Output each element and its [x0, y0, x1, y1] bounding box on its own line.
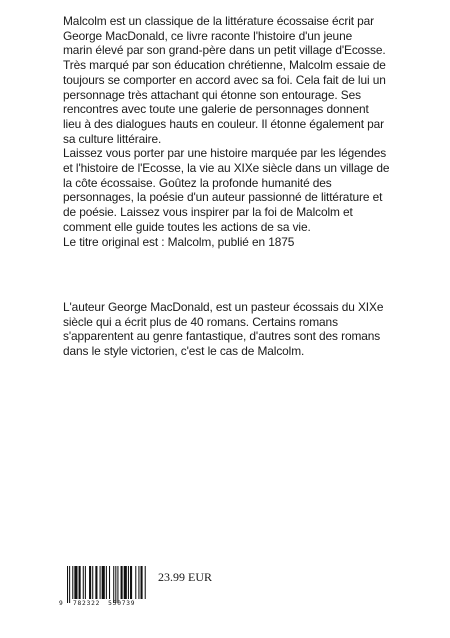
price-label: 23.99 EUR: [158, 570, 212, 584]
barcode-bar: [89, 566, 91, 599]
barcode-bar: [95, 566, 97, 599]
barcode-bar: [79, 566, 81, 599]
barcode-bar: [115, 566, 116, 603]
barcode-bar: [141, 566, 143, 599]
barcode-bar: [135, 566, 136, 599]
barcode-bar: [83, 566, 84, 599]
book-description: [63, 14, 397, 249]
barcode-bar: [102, 566, 105, 599]
barcode-bar: [128, 566, 129, 599]
barcode-bar: [69, 566, 70, 603]
barcode-bar: [67, 566, 68, 603]
barcode-bar: [121, 566, 123, 599]
barcode-bar: [106, 566, 107, 599]
barcode-bar: [138, 566, 139, 599]
isbn-right-group: 550739: [108, 600, 136, 607]
barcode-bar: [100, 566, 101, 599]
barcode-bar: [109, 566, 110, 599]
description-text: Malcolm est un classique de la littérature écossaise écrit par George MacDonald, ce livre raconte l'histoire d'un jeune marin élevé par son grand-père dans un petit village d'Ecosse. Très marqué par son éducation chrétienne, Malcolm essaie de toujours se comporter en accord avec sa foi. Cela fait de lui un personnage très attachant qui étonne son entourage. Ses rencontres avec toute une galerie de personnages donnent lieu à des dialogues hauts en couleur. Il étonne également par sa culture littéraire. Laissez vous porter par une histoire marquée par les légendes et l'histoire de l'Ecosse, la vie au XIXe siècle dans un village de la côte écossaise. Goûtez la profonde humanité des personnages, la poésie d'un auteur passionné de littérature et de poésie. Laissez vous inspirer par la foi de Malcolm et comment elle guide toutes les actions de sa vie. Le titre original est : Malcolm, publié en 1875: [63, 14, 390, 249]
barcode-bar: [113, 566, 114, 603]
barcode-bar: [72, 566, 73, 599]
barcode-bar: [145, 566, 146, 599]
barcode-bar: [130, 566, 132, 599]
author-bio: [63, 300, 397, 359]
isbn-left-group: 782322: [73, 600, 101, 607]
barcode-bar: [117, 566, 118, 603]
author-bio-text: L'auteur George MacDonald, est un pasteur écossais du XIXe siècle qui a écrit plus de 40 romans. Certains romans s'apparentent au genre fantastique, d'autres sont des romans dans le style victorien, c'est le cas de Malcolm.: [63, 300, 384, 359]
barcode-bar: [85, 566, 86, 599]
isbn-barcode: [59, 566, 147, 610]
isbn-first-digit: 9: [59, 600, 63, 607]
barcode-bar: [74, 566, 77, 599]
isbn-digits: [59, 600, 151, 607]
barcode-bar: [92, 566, 93, 599]
barcode-bar: [124, 566, 127, 599]
